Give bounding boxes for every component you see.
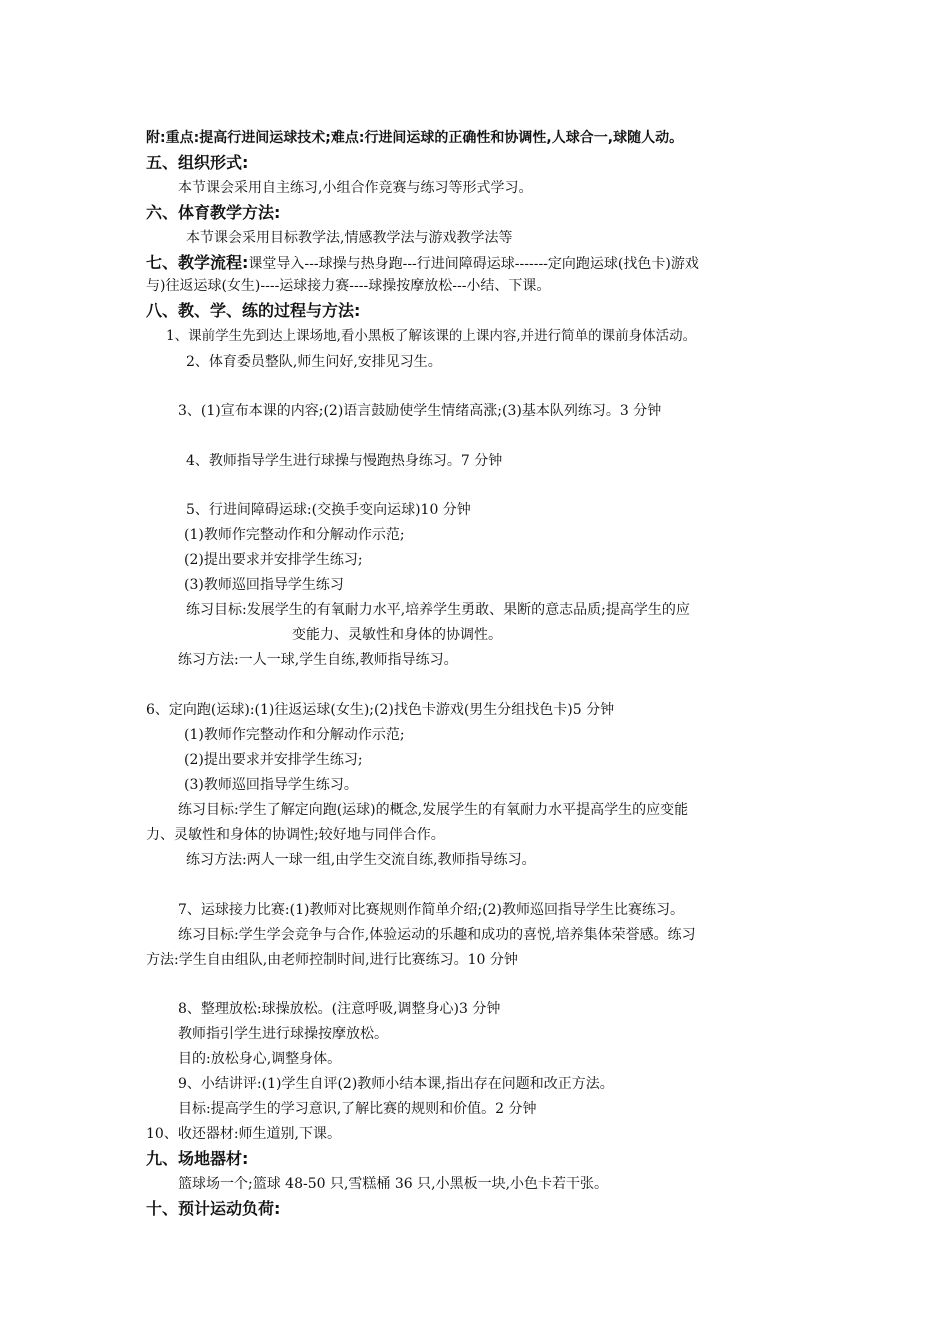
process-line: 1、课前学生先到达上课场地,看小黑板了解该课的上课内容,并进行简单的课前身体活动。 xyxy=(166,328,697,344)
process-line: 力、灵敏性和身体的协调性;较好地与同伴合作。 xyxy=(146,827,445,843)
difficulty-label: 难点: xyxy=(330,130,365,146)
process-line: 4、教师指导学生进行球操与慢跑热身练习。7 分钟 xyxy=(186,453,503,469)
section-9-heading: 九、场地器材: xyxy=(146,1149,249,1168)
process-line: 练习方法:两人一球一组,由学生交流自练,教师指导练习。 xyxy=(186,852,536,868)
process-line: 练习方法:一人一球,学生自练,教师指导练习。 xyxy=(178,652,458,668)
section-5-heading: 五、组织形式: xyxy=(146,153,249,172)
note-label: 附: xyxy=(146,130,166,146)
process-line: (1)教师作完整动作和分解动作示范; xyxy=(184,727,405,743)
section-10-heading: 十、预计运动负荷: xyxy=(146,1199,281,1218)
process-line: 目的:放松身心,调整身体。 xyxy=(178,1051,342,1067)
section-6-heading: 六、体育教学方法: xyxy=(146,203,281,222)
section-7-heading: 七、教学流程: xyxy=(146,253,249,272)
process-line: 6、定向跑(运球):(1)往返运球(女生);(2)找色卡游戏(男生分组找色卡)5 分钟 xyxy=(146,702,615,718)
section-9-body: 篮球场一个;篮球 48-50 只,雪糕桶 36 只,小黑板一块,小色卡若干张。 xyxy=(178,1176,609,1192)
section-5-body: 本节课会采用自主练习,小组合作竞赛与练习等形式学习。 xyxy=(178,180,533,196)
process-line: 练习目标:发展学生的有氧耐力水平,培养学生勇敢、果断的意志品质;提高学生的应 xyxy=(186,602,690,618)
key-points-line xyxy=(146,128,683,148)
process-line: 目标:提高学生的学习意识,了解比赛的规则和价值。2 分钟 xyxy=(178,1101,537,1117)
process-line: (1)教师作完整动作和分解动作示范; xyxy=(184,527,405,543)
section-7-line-1 xyxy=(146,252,699,274)
process-line: 教师指引学生进行球操按摩放松。 xyxy=(178,1026,388,1042)
section-7-flow: 课堂导入---球操与热身跑---行进间障碍运球-------定向跑运球(找色卡)游戏 xyxy=(248,256,699,272)
process-line: (3)教师巡回指导学生练习。 xyxy=(184,777,358,793)
section-7-line-2: 与)往返运球(女生)----运球接力赛----球操按摩放松---小结、下课。 xyxy=(146,278,551,294)
key-text: 提高行进间运球技术; xyxy=(199,130,331,146)
process-line: 方法:学生自由组队,由老师控制时间,进行比赛练习。10 分钟 xyxy=(146,952,518,968)
process-line: 7、运球接力比赛:(1)教师对比赛规则作简单介绍;(2)教师巡回指导学生比赛练习。 xyxy=(178,902,685,918)
process-line: 5、行进间障碍运球:(交换手变向运球)10 分钟 xyxy=(186,502,471,518)
process-line: 练习目标:学生了解定向跑(运球)的概念,发展学生的有氧耐力水平提高学生的应变能 xyxy=(178,802,689,818)
process-line: 10、收还器材:师生道别,下课。 xyxy=(146,1126,341,1142)
process-line: (2)提出要求并安排学生练习; xyxy=(184,552,363,568)
section-6-body: 本节课会采用目标教学法,情感教学法与游戏教学法等 xyxy=(186,230,513,246)
process-line: 9、小结讲评:(1)学生自评(2)教师小结本课,指出存在问题和改正方法。 xyxy=(178,1076,614,1092)
process-line: 练习目标:学生学会竞争与合作,体验运动的乐趣和成功的喜悦,培养集体荣誉感。练习 xyxy=(178,927,696,943)
process-line: 2、体育委员整队,师生问好,安排见习生。 xyxy=(186,354,442,370)
process-line: 8、整理放松:球操放松。(注意呼吸,调整身心)3 分钟 xyxy=(178,1001,501,1017)
key-label: 重点: xyxy=(165,130,200,146)
difficulty-text: 行进间运球的正确性和协调性,人球合一,球随人动。 xyxy=(364,130,684,146)
process-line: (2)提出要求并安排学生练习; xyxy=(184,752,363,768)
process-line: (3)教师巡回指导学生练习 xyxy=(184,577,344,593)
process-line: 变能力、灵敏性和身体的协调性。 xyxy=(292,627,502,643)
process-line: 3、(1)宣布本课的内容;(2)语言鼓励使学生情绪高涨;(3)基本队列练习。3 分钟 xyxy=(178,403,662,419)
section-8-heading: 八、教、学、练的过程与方法: xyxy=(146,301,361,320)
